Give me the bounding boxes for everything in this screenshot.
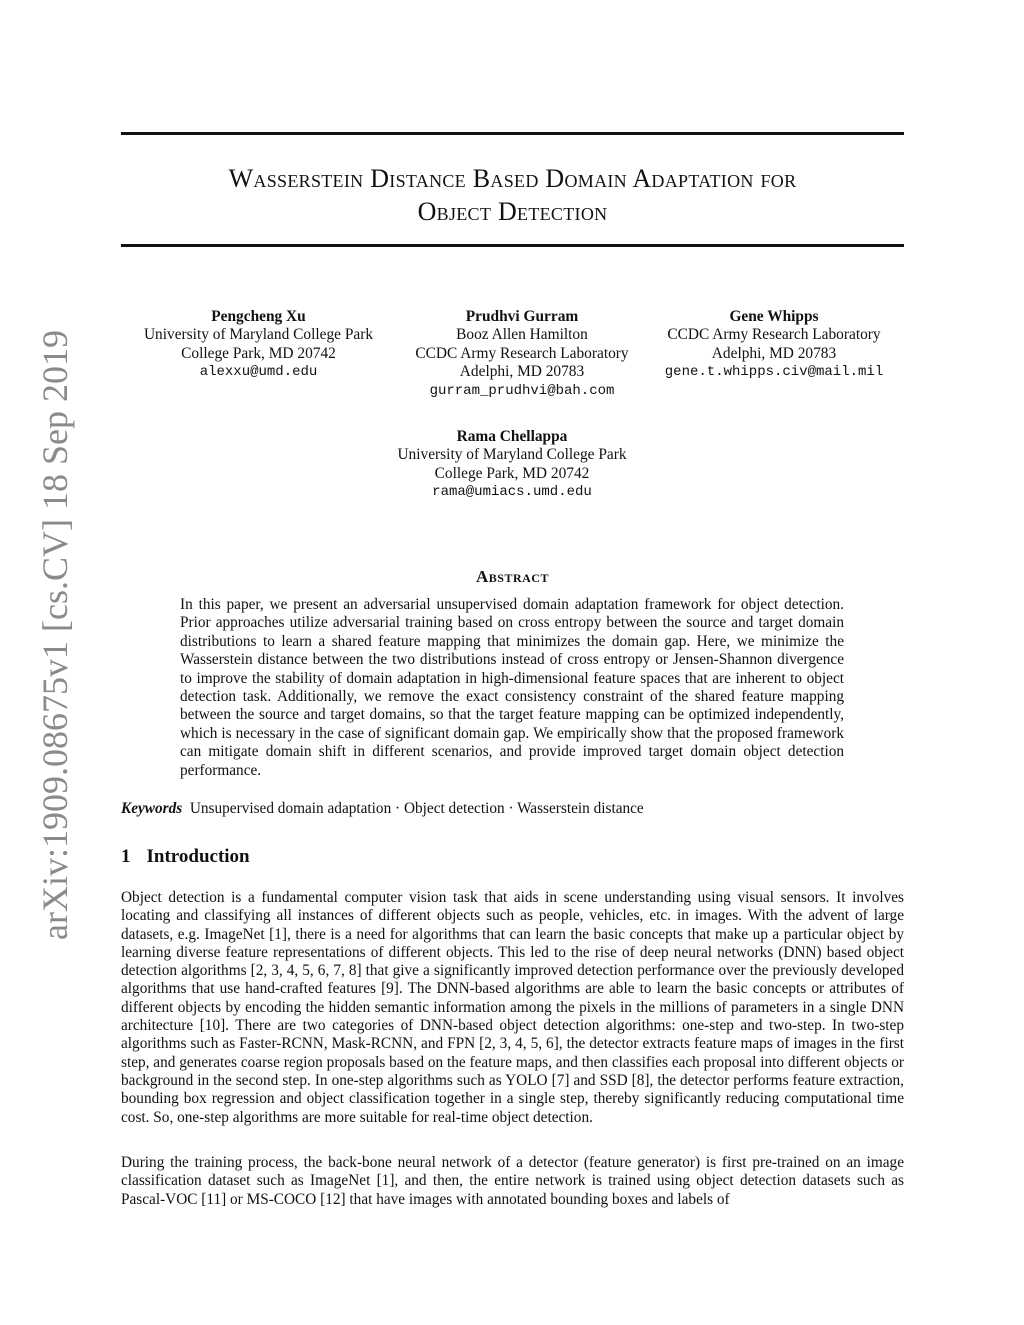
author-block-gurram [392, 308, 652, 400]
author-affiliation: Adelphi, MD 20783 [459, 363, 585, 381]
author-affiliation: CCDC Army Research Laboratory [667, 326, 881, 344]
keywords-line [121, 800, 644, 818]
title-top-rule [121, 132, 904, 135]
author-affiliation: Adelphi, MD 20783 [711, 344, 837, 362]
keywords-text: Unsupervised domain adaptation · Object detection · Wasserstein distance [189, 800, 644, 817]
author-affiliation: University of Maryland College Park [397, 446, 627, 464]
keywords-label: Keywords [121, 800, 183, 817]
author-block-xu [121, 308, 396, 382]
author-affiliation: CCDC Army Research Laboratory [415, 344, 629, 362]
author-name: Rama Chellappa [456, 428, 568, 445]
author-affiliation: College Park, MD 20742 [434, 464, 590, 482]
author-block-whipps [650, 308, 898, 382]
author-email: gene.t.whipps.civ@mail.mil [664, 364, 884, 381]
arxiv-identifier-stamp: arXiv:1909.08675v1 [cs.CV] 18 Sep 2019 [35, 330, 75, 940]
author-email: rama@umiacs.umd.edu [432, 484, 592, 501]
title-line-1: Wasserstein Distance Based Domain Adaptation for [228, 164, 797, 193]
title-line-2: Object Detection [417, 197, 608, 226]
author-email: alexxu@umd.edu [199, 364, 318, 381]
author-block-chellappa [380, 428, 644, 502]
author-name: Gene Whipps [729, 308, 819, 325]
author-email: gurram_prudhvi@bah.com [429, 382, 615, 399]
abstract-heading: Abstract [476, 567, 549, 586]
section-heading-introduction [121, 846, 250, 868]
author-name: Prudhvi Gurram [465, 308, 579, 325]
paper-title [121, 162, 904, 228]
author-name: Pengcheng Xu [211, 308, 306, 325]
section-title: Introduction [146, 846, 250, 867]
author-affiliation: College Park, MD 20742 [181, 344, 336, 362]
intro-paragraph-2: During the training process, the back-bone neural network of a detector (feature generator) is first pre-trained on an image classification dataset such as ImageNet [1], and then, the entire network is trained using object detection datasets such as Pascal-VOC [11] or MS-COCO [12] that have images with annotated bounding boxes and labels of [121, 1154, 904, 1208]
title-bottom-rule [121, 244, 904, 247]
author-affiliation: University of Maryland College Park [143, 326, 374, 344]
abstract-text: In this paper, we present an adversarial unsupervised domain adaptation framework for object detection. Prior approaches utilize adversarial training based on cross entropy between the source and target domain distributions to learn a shared feature mapping that minimizes the domain gap. Here, we minimize the Wasserstein distance between the two distributions instead of cross entropy or Jensen-Shannon divergence to improve the stability of domain adaptation in high-dimensional feature spaces that are inherent to object detection task. Additionally, we remove the exact consistency constraint of the shared feature mapping between the source and target domains, so that the target feature mapping can be optimized independently, which is necessary in the case of significant domain gap. We empirically show that the proposed framework can mitigate domain shift in different scenarios, and provide improved target domain object detection performance. [180, 596, 844, 779]
author-affiliation: Booz Allen Hamilton [456, 326, 588, 344]
intro-paragraph-1: Object detection is a fundamental computer vision task that aids in scene understanding using visual sensors. It involves locating and classifying all instances of different objects such as people, vehicles, etc. in images. With the advent of large datasets, e.g. ImageNet [1], there is a need for algorithms that can learn the basic concepts that make up a particular object by learning diverse feature representations of different objects. This led to the rise of deep neural networks (DNN) based object detection algorithms [2, 3, 4, 5, 6, 7, 8] that give a significantly improved detection performance over the previously developed algorithms that use hand-crafted features [9]. The DNN-based algorithms are able to learn the basic concepts or attributes of different objects by encoding the hidden semantic information among the pixels in the millions of parameters in a single DNN architecture [10]. There are two categories of DNN-based object detection algorithms: one-step and two-step. In two-step algorithms such as Faster-RCNN, Mask-RCNN, and FPN [2, 3, 4, 5, 6], the detector extracts feature maps of images in the first step, and generates coarse region proposals based on the feature maps, and then classifies each proposal into different objects or background in the second step. In one-step algorithms such as YOLO [7] and SSD [8], the detector performs feature extraction, bounding box regression and object classification together in a single step, thereby significantly reducing computational time cost. So, one-step algorithms are more suitable for real-time object detection. [121, 889, 904, 1126]
section-number: 1 [121, 846, 131, 867]
